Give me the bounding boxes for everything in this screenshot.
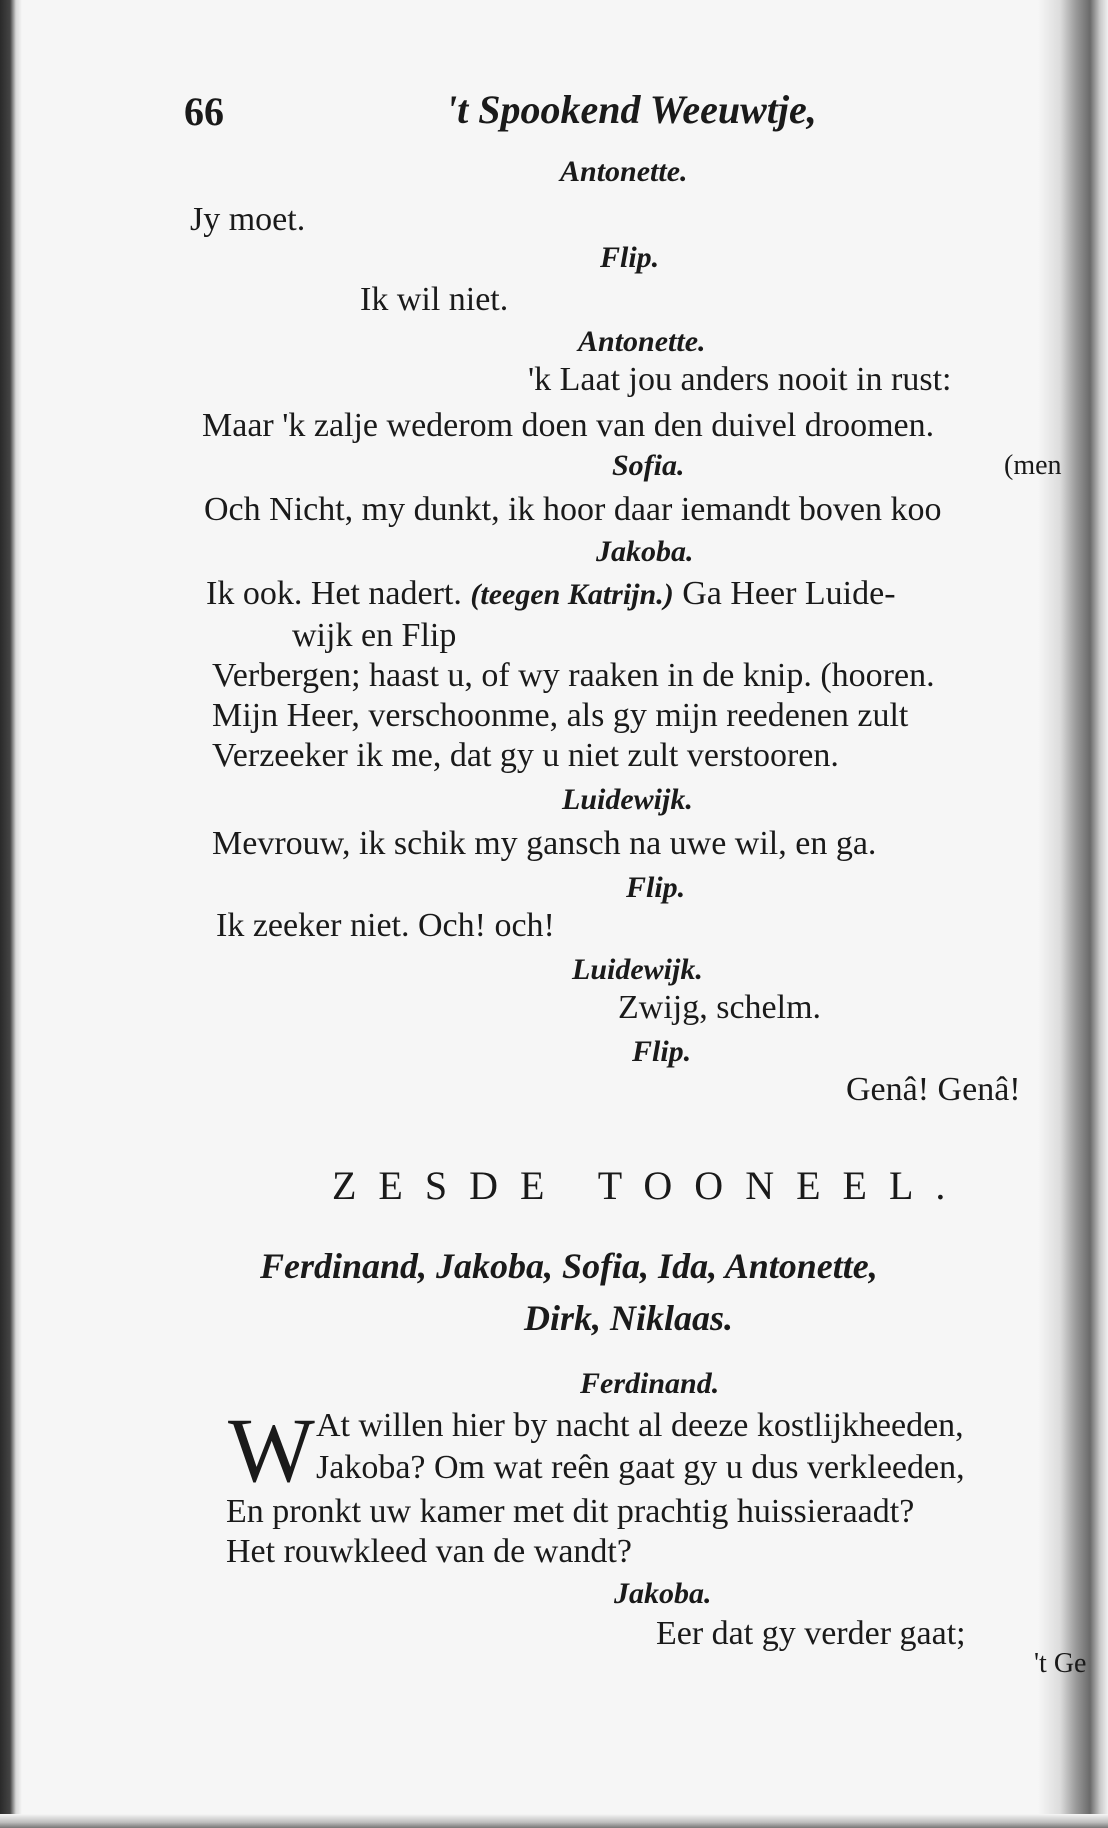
speaker-flip: Flip. bbox=[626, 871, 686, 904]
page-gutter-shadow bbox=[1038, 0, 1108, 1828]
verse-line: Maar 'k zalje wederom doen van den duivel droomen. bbox=[202, 407, 935, 444]
speaker-sofia: Sofia. bbox=[612, 449, 685, 482]
page-left-edge bbox=[0, 0, 22, 1828]
verse-line: 'k Laat jou anders nooit in rust: bbox=[528, 361, 952, 398]
verse-line: Verzeeker ik me, dat gy u niet zult verstooren. bbox=[212, 737, 839, 774]
verse-line: wijk en Flip bbox=[292, 617, 457, 654]
verse-line: Mevrouw, ik schik my gansch na uwe wil, en ga. bbox=[212, 825, 877, 862]
verse-text: Ik ook. Het nadert. bbox=[206, 575, 462, 612]
verse-line: Genâ! Genâ! bbox=[846, 1071, 1021, 1108]
verse-line: At willen hier by nacht al deeze kostlijkheeden, bbox=[316, 1407, 964, 1444]
verse-text: Ga Heer Luide- bbox=[682, 575, 896, 612]
speaker-flip: Flip. bbox=[632, 1035, 692, 1068]
verse-line: Jy moet. bbox=[190, 201, 306, 238]
speaker-flip: Flip. bbox=[600, 241, 660, 274]
verse-line: Mijn Heer, verschoonme, als gy mijn reedenen zult bbox=[212, 697, 909, 734]
speaker-antonette: Antonette. bbox=[578, 325, 706, 358]
verse-line: Het rouwkleed van de wandt? bbox=[226, 1533, 632, 1570]
drop-cap: W bbox=[228, 1399, 315, 1501]
cast-list: Ferdinand, Jakoba, Sofia, Ida, Antonette, bbox=[260, 1246, 878, 1286]
verse-line: Ik wil niet. bbox=[360, 281, 509, 318]
verse-line: Eer dat gy verder gaat; bbox=[656, 1615, 966, 1652]
scene-title: ZESDE TOONEEL. bbox=[332, 1163, 968, 1208]
speaker-ferdinand: Ferdinand. bbox=[580, 1367, 720, 1400]
speaker-luidewijk: Luidewijk. bbox=[572, 953, 703, 986]
speaker-antonette: Antonette. bbox=[560, 155, 688, 188]
page-number: 66 bbox=[184, 89, 224, 134]
page-bottom-edge bbox=[0, 1814, 1108, 1828]
verse-line: Zwijg, schelm. bbox=[618, 989, 822, 1026]
verse-line: Ik zeeker niet. Och! och! bbox=[216, 907, 555, 944]
verse-line: Jakoba? Om wat reên gaat gy u dus verkleeden, bbox=[316, 1449, 965, 1486]
verse-line: Och Nicht, my dunkt, ik hoor daar iemandt boven koo bbox=[204, 491, 942, 528]
verse-line: Verbergen; haast u, of wy raaken in de knip. (hooren. bbox=[212, 657, 935, 694]
speaker-luidewijk: Luidewijk. bbox=[562, 783, 693, 816]
stage-direction: (men bbox=[1004, 450, 1062, 481]
stage-direction: (teegen Katrijn.) bbox=[470, 578, 674, 611]
speaker-jakoba: Jakoba. bbox=[596, 535, 694, 568]
verse-line: En pronkt uw kamer met dit prachtig huissieraadt? bbox=[226, 1493, 915, 1530]
running-title: 't Spookend Weeuwtje, bbox=[446, 87, 817, 132]
cast-list: Dirk, Niklaas. bbox=[524, 1298, 734, 1338]
speaker-jakoba: Jakoba. bbox=[614, 1577, 712, 1610]
verse-line bbox=[206, 574, 896, 615]
catchword: 't Ge bbox=[1034, 1648, 1087, 1679]
